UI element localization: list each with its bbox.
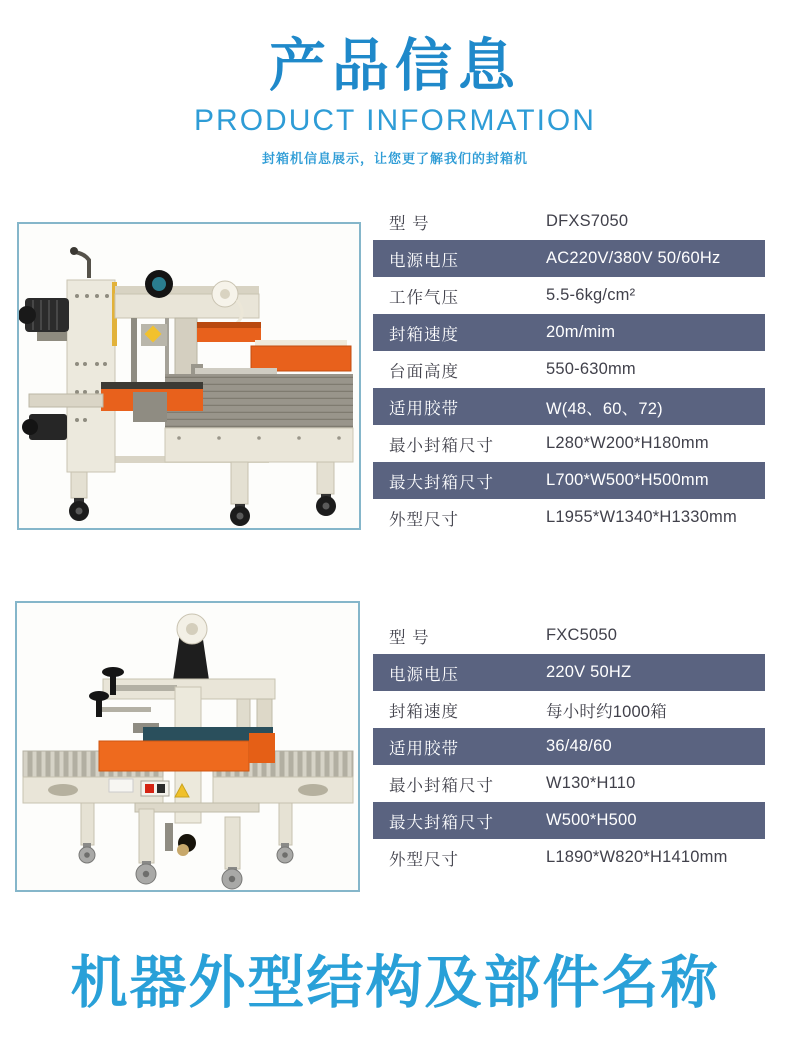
spec-value: DFXS7050: [546, 212, 629, 230]
spec-label: 封箱速度: [389, 702, 459, 721]
spec-row-overall-size: [373, 839, 765, 876]
spec-value: 550-630mm: [546, 360, 636, 378]
spec-label: 型 号: [389, 214, 430, 233]
spec-value: L1955*W1340*H1330mm: [546, 508, 737, 526]
spec-row-max-box-size: [373, 462, 765, 499]
spec-row-max-box-size: [373, 802, 765, 839]
spec-row-voltage: [373, 240, 765, 277]
spec-label: 适用胶带: [389, 399, 459, 418]
spec-row-sealing-speed: [373, 691, 765, 728]
spec-label: 电源电压: [389, 251, 459, 270]
spec-label: 封箱速度: [389, 325, 459, 344]
spec-table-dfxs7050: [373, 203, 765, 536]
spec-value: 36/48/60: [546, 737, 612, 755]
page-title-english: PRODUCT INFORMATION: [194, 104, 596, 137]
spec-label: 外型尺寸: [389, 510, 459, 529]
spec-label: 适用胶带: [389, 739, 459, 758]
spec-row-min-box-size: [373, 425, 765, 462]
spec-label: 最大封箱尺寸: [389, 813, 494, 832]
page-subtitle: 封箱机信息展示，让您更了解我们的封箱机: [261, 151, 528, 166]
spec-row-overall-size: [373, 499, 765, 536]
spec-row-model: [373, 203, 765, 240]
spec-label: 最小封箱尺寸: [389, 776, 494, 795]
spec-label: 型 号: [389, 628, 430, 647]
spec-row-air-pressure: [373, 277, 765, 314]
spec-row-tape-width: [373, 728, 765, 765]
spec-label: 最小封箱尺寸: [389, 436, 494, 455]
spec-table-fxc5050: [373, 617, 765, 876]
spec-row-sealing-speed: [373, 314, 765, 351]
spec-value: 20m/mim: [546, 323, 616, 341]
spec-value: 220V 50HZ: [546, 663, 632, 681]
spec-value: W(48、60、72): [546, 399, 663, 418]
spec-value: AC220V/380V 50/60Hz: [546, 249, 721, 267]
spec-value: L700*W500*H500mm: [546, 471, 709, 489]
spec-value: W500*H500: [546, 811, 637, 829]
spec-value: L280*W200*H180mm: [546, 434, 709, 452]
carton-sealer-machine-illustration: [19, 224, 359, 528]
product-photo-fxc5050: [15, 601, 360, 892]
page-title: 产品信息: [269, 34, 521, 98]
spec-label: 台面高度: [389, 362, 459, 381]
spec-label: 外型尺寸: [389, 850, 459, 869]
spec-row-table-height: [373, 351, 765, 388]
spec-value: L1890*W820*H1410mm: [546, 848, 728, 866]
spec-row-tape-width: [373, 388, 765, 425]
spec-label: 最大封箱尺寸: [389, 473, 494, 492]
spec-value: FXC5050: [546, 626, 618, 644]
spec-row-voltage: [373, 654, 765, 691]
spec-label: 电源电压: [389, 665, 459, 684]
spec-value: W130*H110: [546, 774, 636, 792]
spec-row-model: [373, 617, 765, 654]
spec-label: 工作气压: [389, 288, 459, 307]
spec-value: 5.5-6kg/cm²: [546, 286, 636, 304]
product-photo-dfxs7050: [17, 222, 361, 530]
spec-row-min-box-size: [373, 765, 765, 802]
section-title-structure: 机器外型结构及部件名称: [70, 951, 720, 1015]
carton-sealer-machine-illustration: [17, 603, 358, 890]
spec-value: 每小时约1000箱: [546, 702, 668, 721]
